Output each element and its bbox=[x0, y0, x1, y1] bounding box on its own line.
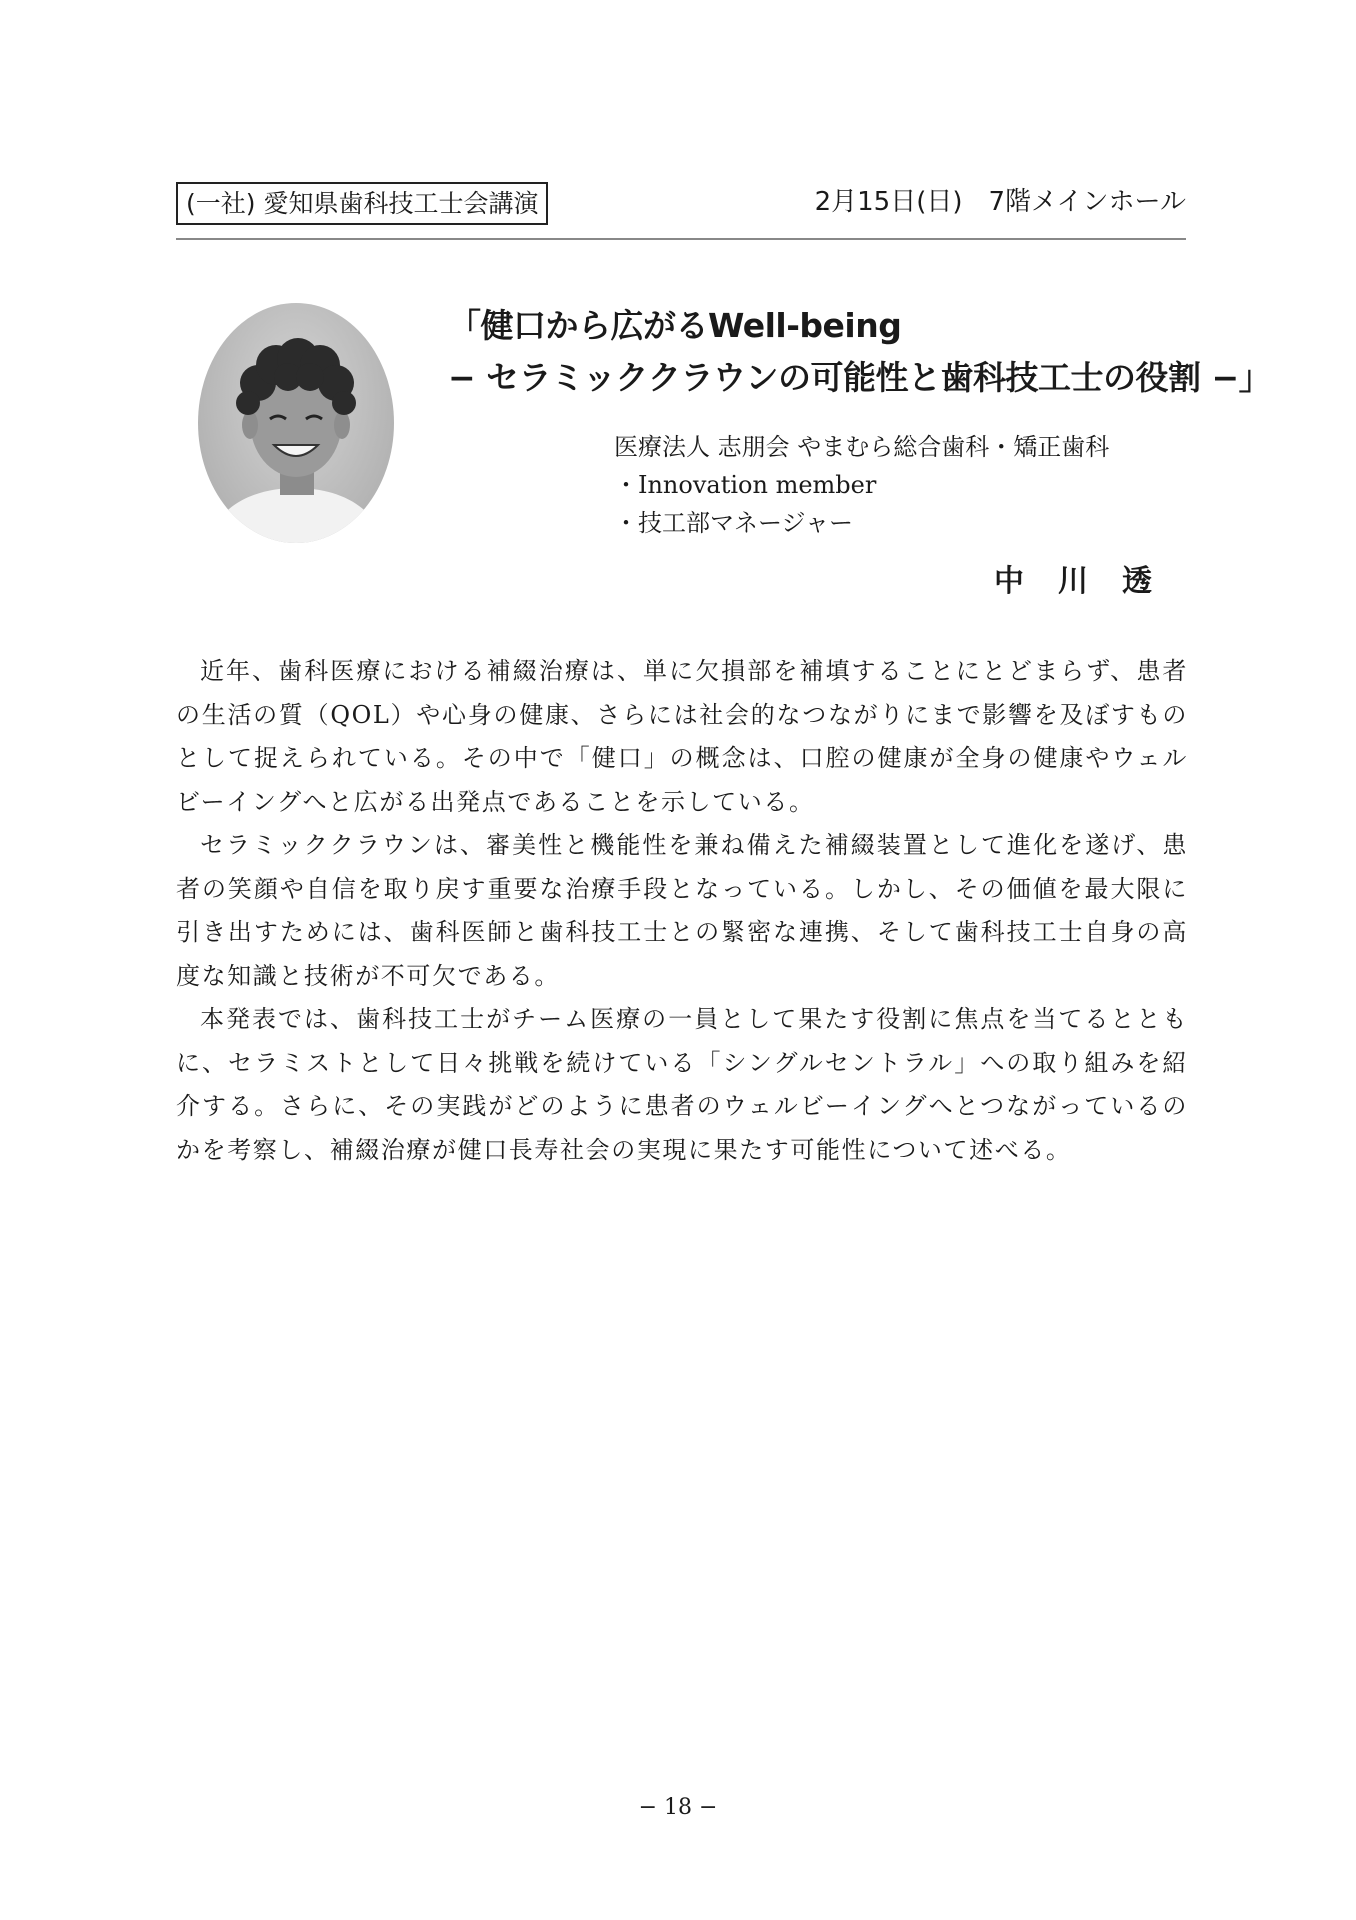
speaker-portrait bbox=[198, 303, 394, 543]
lecture-title-line-1: 「健口から広がるWell-being bbox=[448, 306, 902, 345]
page-header bbox=[176, 178, 1186, 240]
abstract-paragraph: セラミッククラウンは、審美性と機能性を兼ね備えた補綴装置として進化を遂げ、患者の笑顔や自信を取り戻す重要な治療手段となっている。しかし、その価値を最大限に引き出すためには、歯科医師と歯科技工士との緊密な連携、そして歯科技工士自身の高度な知識と技術が不可欠である。 bbox=[176, 831, 1188, 990]
page-number: − 18 − bbox=[638, 1795, 718, 1820]
abstract-paragraph: 近年、歯科医療における補綴治療は、単に欠損部を補填することにとどまらず、患者の生活の質（QOL）や心身の健康、さらには社会的なつながりにまで影響を及ぼすものとして捉えられている。その中で「健口」の概念は、口腔の健康が全身の健康やウェルビーイングへと広がる出発点であることを示している。 bbox=[176, 657, 1188, 816]
lecture-title-line-2: − セラミッククラウンの可能性と歯科技工士の役割 −」 bbox=[448, 358, 1272, 397]
speaker-portrait-illustration bbox=[198, 303, 394, 543]
affiliation-clinic: 医療法人 志朋会 やまむら総合歯科・矯正歯科 bbox=[614, 433, 1110, 461]
lecture-title bbox=[448, 300, 1272, 404]
speaker-name: 中川透 bbox=[994, 564, 1186, 599]
abstract-body bbox=[176, 650, 1188, 1172]
affiliation-role-1: ・Innovation member bbox=[614, 471, 877, 499]
session-date-location: 2月15日(日) 7階メインホール bbox=[814, 187, 1186, 217]
abstract-paragraph: 本発表では、歯科技工士がチーム医療の一員として果たす役割に焦点を当てるとともに、セラミストとして日々挑戦を続けている「シングルセントラル」への取り組みを紹介する。さらに、その実践がどのように患者のウェルビーイングへとつながっているのかを考察し、補綴治療が健口長寿社会の実現に果たす可能性について述べる。 bbox=[176, 1005, 1188, 1164]
speaker-affiliation bbox=[614, 428, 1194, 542]
organization-tag: (一社) 愛知県歯科技工士会講演 bbox=[176, 182, 548, 225]
affiliation-role-2: ・技工部マネージャー bbox=[614, 509, 854, 537]
